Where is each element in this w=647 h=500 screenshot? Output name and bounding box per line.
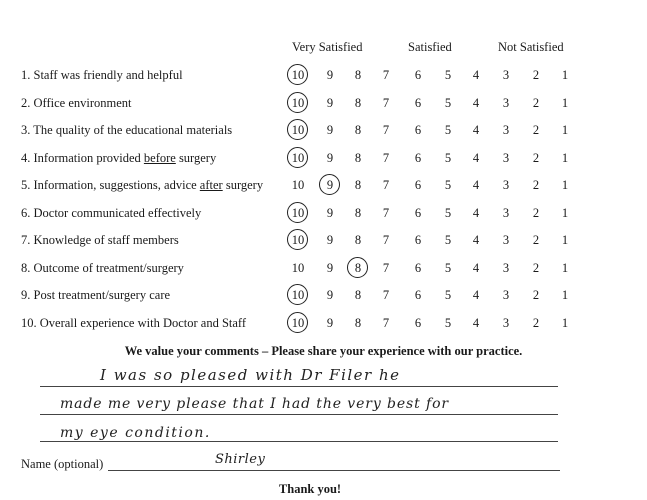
selected-score-circle bbox=[287, 64, 308, 85]
score-option[interactable]: 6 bbox=[414, 123, 422, 137]
question-label bbox=[21, 151, 216, 166]
comment-line-1-rule bbox=[40, 386, 558, 387]
score-option[interactable]: 8 bbox=[354, 233, 362, 247]
question-label: 10. Overall experience with Doctor and Staff bbox=[21, 315, 247, 330]
score-option[interactable]: 6 bbox=[414, 95, 422, 110]
score-option[interactable]: 7 bbox=[382, 68, 390, 82]
score-option[interactable]: 3 bbox=[502, 150, 510, 165]
score-option[interactable]: 2 bbox=[532, 178, 540, 192]
score-option[interactable]: 7 bbox=[382, 315, 390, 330]
survey-row bbox=[0, 288, 647, 308]
score-option[interactable]: 7 bbox=[382, 288, 390, 302]
score-option[interactable]: 6 bbox=[414, 260, 422, 275]
score-option[interactable]: 10 bbox=[291, 315, 305, 330]
question-label: 6. Doctor communicated effectively bbox=[21, 205, 202, 220]
header-not-satisfied: Not Satisfied bbox=[498, 40, 564, 54]
score-option[interactable]: 5 bbox=[444, 233, 452, 247]
question-label-part: 4. Information provided bbox=[21, 150, 144, 165]
score-option[interactable]: 10 bbox=[291, 68, 305, 82]
comment-handwriting-3: my eye condition. bbox=[60, 425, 211, 441]
score-option[interactable]: 5 bbox=[444, 123, 452, 137]
question-label-part: surgery bbox=[222, 178, 264, 192]
score-option[interactable]: 9 bbox=[326, 95, 334, 110]
score-option[interactable]: 3 bbox=[502, 288, 510, 302]
survey-row bbox=[0, 316, 647, 336]
header-satisfied: Satisfied bbox=[408, 40, 452, 54]
score-option[interactable]: 2 bbox=[532, 68, 540, 82]
score-option[interactable]: 2 bbox=[532, 288, 540, 302]
score-option[interactable]: 3 bbox=[502, 260, 510, 275]
score-option[interactable]: 8 bbox=[354, 260, 362, 275]
score-option[interactable]: 6 bbox=[414, 178, 422, 192]
survey-row bbox=[0, 206, 647, 226]
score-option[interactable]: 7 bbox=[382, 260, 390, 275]
score-option[interactable]: 6 bbox=[414, 150, 422, 165]
selected-score-circle bbox=[287, 92, 308, 113]
score-option[interactable]: 9 bbox=[326, 150, 334, 165]
selected-score-circle bbox=[287, 284, 308, 305]
score-option[interactable]: 8 bbox=[354, 123, 362, 137]
selected-score-circle bbox=[287, 119, 308, 140]
name-line bbox=[108, 470, 560, 471]
header-very-satisfied: Very Satisfied bbox=[292, 40, 363, 54]
score-option[interactable]: 4 bbox=[472, 178, 480, 192]
comment-line-2-rule bbox=[40, 414, 558, 415]
score-option[interactable]: 8 bbox=[354, 205, 362, 220]
score-option[interactable]: 9 bbox=[326, 178, 334, 192]
score-option[interactable]: 3 bbox=[502, 233, 510, 247]
question-label: 8. Outcome of treatment/surgery bbox=[21, 260, 184, 275]
score-option[interactable]: 4 bbox=[472, 288, 480, 302]
survey-row bbox=[0, 96, 647, 116]
name-label: Name (optional) bbox=[21, 457, 104, 471]
score-option[interactable]: 10 bbox=[291, 178, 305, 192]
selected-score-circle bbox=[287, 147, 308, 168]
score-option[interactable]: 1 bbox=[561, 178, 569, 192]
score-option[interactable]: 4 bbox=[472, 123, 480, 137]
score-option[interactable]: 5 bbox=[444, 95, 452, 110]
question-label-part: 5. Information, suggestions, advice bbox=[21, 178, 200, 192]
score-option[interactable]: 6 bbox=[414, 233, 422, 247]
score-option[interactable]: 7 bbox=[382, 205, 390, 220]
question-label: 2. Office environment bbox=[21, 95, 132, 110]
score-option[interactable]: 7 bbox=[382, 123, 390, 137]
score-option[interactable]: 8 bbox=[354, 68, 362, 82]
score-option[interactable]: 1 bbox=[561, 233, 569, 247]
score-option[interactable]: 1 bbox=[561, 68, 569, 82]
score-option[interactable]: 9 bbox=[326, 205, 334, 220]
score-option[interactable]: 3 bbox=[502, 315, 510, 330]
survey-row bbox=[0, 123, 647, 143]
score-option[interactable]: 2 bbox=[532, 233, 540, 247]
survey-row bbox=[0, 68, 647, 88]
score-option[interactable]: 10 bbox=[291, 233, 305, 247]
score-option[interactable]: 7 bbox=[382, 95, 390, 110]
score-option[interactable]: 1 bbox=[561, 150, 569, 165]
score-option[interactable]: 9 bbox=[326, 233, 334, 247]
score-option[interactable]: 4 bbox=[472, 205, 480, 220]
score-option[interactable]: 1 bbox=[561, 205, 569, 220]
score-option[interactable]: 10 bbox=[291, 205, 305, 220]
score-option[interactable]: 1 bbox=[561, 260, 569, 275]
name-signature: Shirley bbox=[215, 452, 266, 467]
selected-score-circle bbox=[287, 229, 308, 250]
score-option[interactable]: 4 bbox=[472, 260, 480, 275]
score-option[interactable]: 10 bbox=[291, 150, 305, 165]
question-label: 3. The quality of the educational materials bbox=[21, 123, 233, 137]
question-label bbox=[21, 178, 263, 193]
score-option[interactable]: 2 bbox=[532, 150, 540, 165]
comments-prompt: We value your comments – Please share your experience with our practice. bbox=[124, 344, 523, 358]
score-option[interactable]: 4 bbox=[472, 315, 480, 330]
score-option[interactable]: 8 bbox=[354, 150, 362, 165]
score-option[interactable]: 2 bbox=[532, 260, 540, 275]
score-option[interactable]: 9 bbox=[326, 68, 334, 82]
selected-score-circle bbox=[287, 312, 308, 333]
score-option[interactable]: 3 bbox=[502, 68, 510, 82]
score-option[interactable]: 2 bbox=[532, 95, 540, 110]
score-option[interactable]: 6 bbox=[414, 315, 422, 330]
selected-score-circle bbox=[347, 257, 368, 278]
score-option[interactable]: 2 bbox=[532, 315, 540, 330]
score-option[interactable]: 4 bbox=[472, 95, 480, 110]
score-option[interactable]: 9 bbox=[326, 123, 334, 137]
score-option[interactable]: 3 bbox=[502, 123, 510, 137]
comment-line-3-rule bbox=[40, 441, 558, 442]
comment-handwriting-1: I was so pleased with Dr Filer he bbox=[100, 366, 401, 384]
question-label: 1. Staff was friendly and helpful bbox=[21, 68, 183, 82]
survey-row bbox=[0, 151, 647, 171]
score-option[interactable]: 5 bbox=[444, 205, 452, 220]
question-label: 7. Knowledge of staff members bbox=[21, 233, 179, 247]
score-option[interactable]: 10 bbox=[291, 95, 305, 110]
score-option[interactable]: 3 bbox=[502, 205, 510, 220]
comment-handwriting-2: made me very please that I had the very best for bbox=[60, 396, 450, 412]
score-option[interactable]: 6 bbox=[414, 205, 422, 220]
score-option[interactable]: 1 bbox=[561, 315, 569, 330]
score-option[interactable]: 5 bbox=[444, 68, 452, 82]
score-option[interactable]: 8 bbox=[354, 178, 362, 192]
score-option[interactable]: 4 bbox=[472, 68, 480, 82]
score-option[interactable]: 6 bbox=[414, 288, 422, 302]
question-label-part: surgery bbox=[175, 150, 217, 165]
score-option[interactable]: 9 bbox=[326, 260, 334, 275]
score-option[interactable]: 8 bbox=[354, 315, 362, 330]
score-option[interactable]: 5 bbox=[444, 288, 452, 302]
survey-row bbox=[0, 178, 647, 198]
score-option[interactable]: 5 bbox=[444, 150, 452, 165]
score-option[interactable]: 2 bbox=[532, 205, 540, 220]
score-option[interactable]: 10 bbox=[291, 260, 305, 275]
score-option[interactable]: 5 bbox=[444, 315, 452, 330]
survey-row bbox=[0, 261, 647, 281]
score-option[interactable]: 6 bbox=[414, 68, 422, 82]
question-label-underlined: after bbox=[199, 178, 223, 192]
score-option[interactable]: 7 bbox=[382, 233, 390, 247]
score-option[interactable]: 5 bbox=[444, 260, 452, 275]
score-option[interactable]: 9 bbox=[326, 288, 334, 302]
score-option[interactable]: 3 bbox=[502, 95, 510, 110]
question-label-underlined: before bbox=[143, 150, 176, 165]
score-option[interactable]: 1 bbox=[561, 288, 569, 302]
score-option[interactable]: 7 bbox=[382, 178, 390, 192]
score-option[interactable]: 9 bbox=[326, 315, 334, 330]
selected-score-circle bbox=[287, 202, 308, 223]
question-label: 9. Post treatment/surgery care bbox=[21, 288, 171, 302]
score-option[interactable]: 2 bbox=[532, 123, 540, 137]
score-option[interactable]: 10 bbox=[291, 123, 305, 137]
score-option[interactable]: 1 bbox=[561, 95, 569, 110]
score-option[interactable]: 7 bbox=[382, 150, 390, 165]
thank-you: Thank you! bbox=[278, 482, 342, 496]
score-option[interactable]: 10 bbox=[291, 288, 305, 302]
score-option[interactable]: 3 bbox=[502, 178, 510, 192]
score-option[interactable]: 1 bbox=[561, 123, 569, 137]
selected-score-circle bbox=[319, 174, 340, 195]
score-option[interactable]: 4 bbox=[472, 150, 480, 165]
score-option[interactable]: 8 bbox=[354, 288, 362, 302]
score-option[interactable]: 5 bbox=[444, 178, 452, 192]
score-option[interactable]: 8 bbox=[354, 95, 362, 110]
score-option[interactable]: 4 bbox=[472, 233, 480, 247]
survey-row bbox=[0, 233, 647, 253]
